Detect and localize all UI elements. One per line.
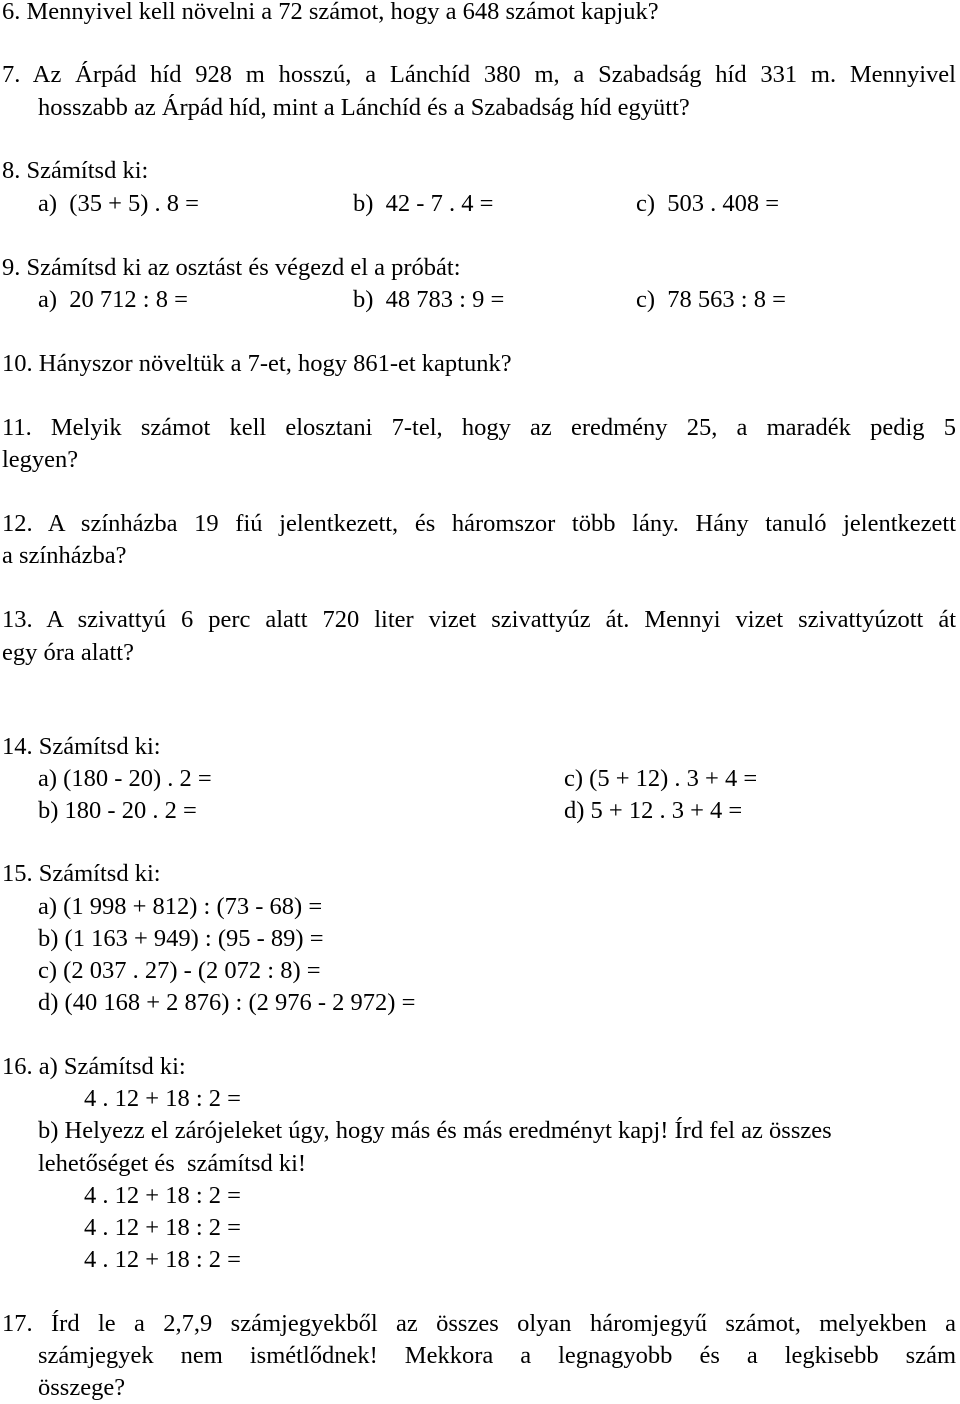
- problem-16-expression-3: 4 . 12 + 18 : 2 =: [84, 1246, 241, 1273]
- problem-7-line-1: 7. Az Árpád híd 928 m hosszú, a Lánchíd 380 m, a Szabadság híd 331 m. Mennyivel: [2, 61, 956, 88]
- problem-12-line-1: 12. A színházba 19 fiú jelentkezett, és háromszor több lány. Hány tanuló jelentkezett: [2, 510, 956, 537]
- problem-8-b: b) 42 - 7 . 4 =: [353, 190, 494, 217]
- problem-15-title: 15. Számítsd ki:: [2, 860, 161, 887]
- problem-8-c: c) 503 . 408 =: [636, 190, 780, 217]
- problem-8-a: a) (35 + 5) . 8 =: [38, 190, 199, 217]
- problem-9-b: b) 48 783 : 9 =: [353, 286, 505, 313]
- problem-15-b: b) (1 163 + 949) : (95 - 89) =: [38, 925, 324, 952]
- problem-16-title: 16. a) Számítsd ki:: [2, 1053, 186, 1080]
- problem-10: 10. Hányszor növeltük a 7-et, hogy 861-et kaptunk?: [2, 350, 512, 377]
- problem-11-line-2: legyen?: [2, 446, 79, 473]
- problem-15-c: c) (2 037 . 27) - (2 072 : 8) =: [38, 957, 321, 984]
- problem-8-title: 8. Számítsd ki:: [2, 157, 149, 184]
- problem-14-d: d) 5 + 12 . 3 + 4 =: [564, 797, 743, 824]
- problem-14-c: c) (5 + 12) . 3 + 4 =: [564, 765, 758, 792]
- problem-16-expression: 4 . 12 + 18 : 2 =: [84, 1085, 241, 1112]
- problem-13-line-2: egy óra alatt?: [2, 639, 134, 666]
- problem-14-title: 14. Számítsd ki:: [2, 733, 161, 760]
- problem-9-a: a) 20 712 : 8 =: [38, 286, 188, 313]
- problem-12-line-2: a színházba?: [2, 542, 127, 569]
- problem-14-b: b) 180 - 20 . 2 =: [38, 797, 197, 824]
- problem-16-expression-1: 4 . 12 + 18 : 2 =: [84, 1182, 241, 1209]
- problem-14-a: a) (180 - 20) . 2 =: [38, 765, 212, 792]
- problem-16-b-line-1: b) Helyezz el zárójeleket úgy, hogy más és más eredményt kapj! Írd fel az összes: [38, 1117, 832, 1144]
- problem-9-title: 9. Számítsd ki az osztást és végezd el a próbát:: [2, 254, 461, 281]
- problem-15-d: d) (40 168 + 2 876) : (2 976 - 2 972) =: [38, 989, 416, 1016]
- problem-16-b-line-2: lehetőséget és számítsd ki!: [38, 1150, 307, 1177]
- problem-13-line-1: 13. A szivattyú 6 perc alatt 720 liter vizet szivattyúz át. Mennyi vizet szivattyúzott át: [2, 606, 956, 633]
- problem-6: 6. Mennyivel kell növelni a 72 számot, hogy a 648 számot kapjuk?: [2, 0, 659, 25]
- problem-9-c: c) 78 563 : 8 =: [636, 286, 786, 313]
- problem-7-line-2: hosszabb az Árpád híd, mint a Lánchíd és a Szabadság híd együtt?: [38, 94, 690, 121]
- problem-17-line-1: 17. Írd le a 2,7,9 számjegyekből az összes olyan háromjegyű számot, melyekben a: [2, 1310, 956, 1337]
- problem-16-expression-2: 4 . 12 + 18 : 2 =: [84, 1214, 241, 1241]
- problem-11-line-1: 11. Melyik számot kell elosztani 7-tel, hogy az eredmény 25, a maradék pedig 5: [2, 414, 956, 441]
- problem-17-line-3: összege?: [38, 1374, 126, 1401]
- problem-17-line-2: számjegyek nem ismétlődnek! Mekkora a legnagyobb és a legkisebb szám: [38, 1342, 956, 1369]
- problem-15-a: a) (1 998 + 812) : (73 - 68) =: [38, 893, 323, 920]
